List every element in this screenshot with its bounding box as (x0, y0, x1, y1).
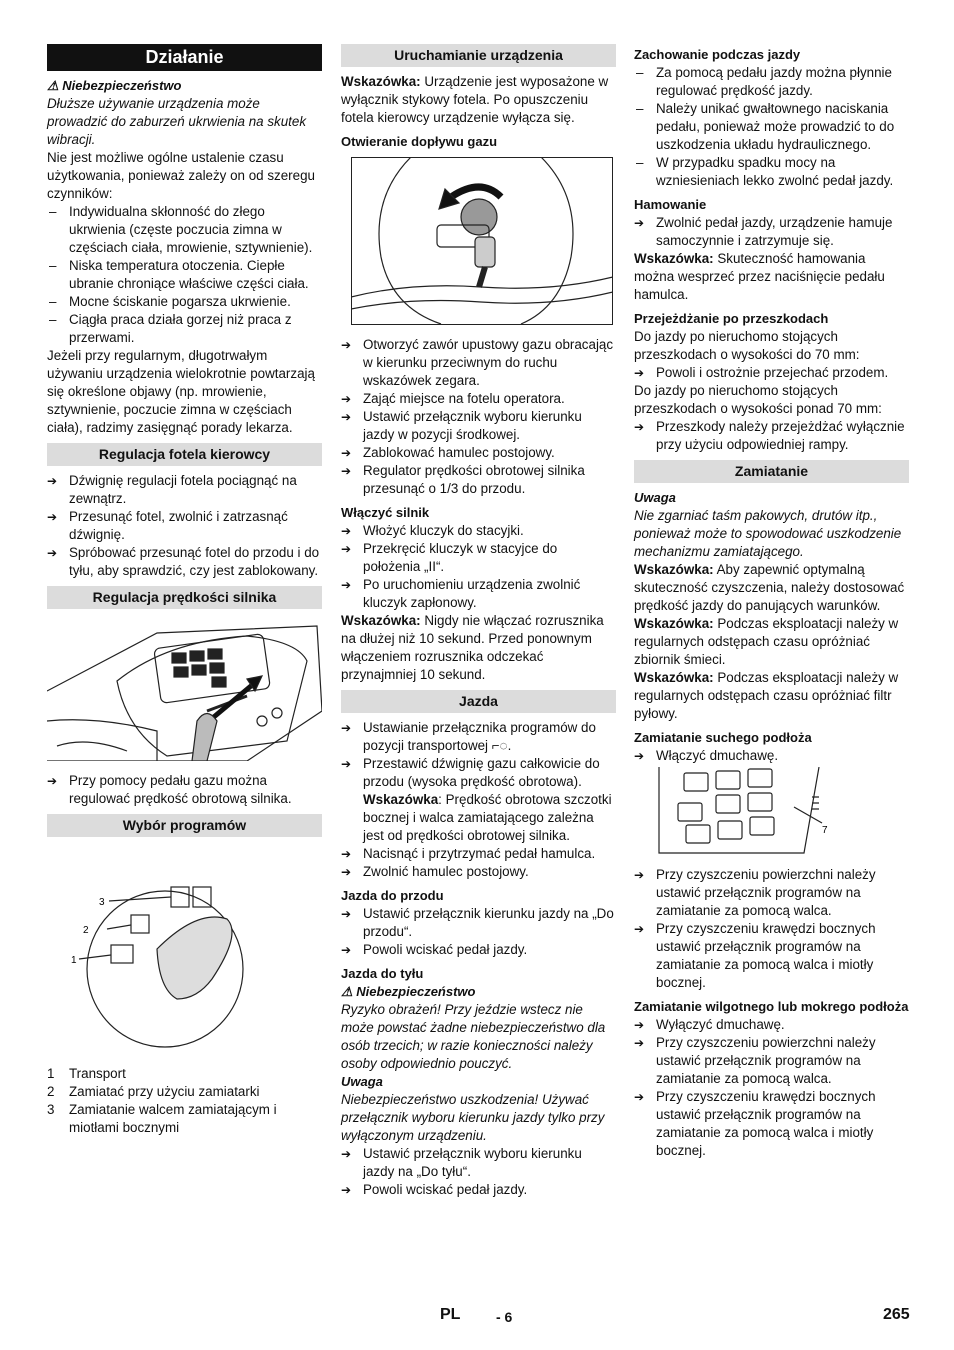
list-item: – Należy unikać gwałtownego naciskania pedału, ponieważ może prowadzić to do uszkodzenia układu hydraulicznego. (634, 100, 909, 154)
subsection-title: Jazda (341, 690, 616, 713)
list-item: 2 Zamiatać przy użyciu zamiatarki (47, 1084, 260, 1099)
list-item: ➔ Ustawić przełącznik wyboru kierunku jazdy w pozycji środkowej. (341, 408, 616, 444)
danger-heading: ⚠ Niebezpieczeństwo (47, 78, 182, 93)
behaviour-list (634, 64, 909, 190)
section-title: Działanie (47, 44, 322, 71)
list-item: – Indywidualna skłonność do złego ukrwienia (częste poczucia zimna w częściach ciała, mrowienie, sztywnienie). (47, 203, 322, 257)
list-item: ➔ Przy czyszczeniu powierzchni należy ustawić przełącznik programów na zamiatanie za pomocą walca. (634, 1034, 909, 1088)
subsection-title: Zamiatanie (634, 460, 909, 483)
subheading: Zamiatanie suchego podłoża (634, 730, 812, 745)
list-item: ➔ Przy czyszczeniu krawędzi bocznych ustawić przełącznik programów na zamiatanie za pomocą walca i miotły bocznej. (634, 920, 909, 992)
list-item: 3 Zamiatanie walcem zamiatającym i miotłami bocznymi (47, 1102, 277, 1135)
list-item: ➔ Ustawianie przełącznika programów do pozycji transportowej ⌐◌. (341, 719, 616, 755)
note-heading: Uwaga (634, 490, 676, 505)
list-item: – Niska temperatura otoczenia. Ciepłe ubranie chroniące właściwe części ciała. (47, 257, 322, 293)
note-text: Niebezpieczeństwo uszkodzenia! Używać przełącznik wyboru kierunku jazdy tylko przy wyłączonym urządzeniu. (341, 1092, 605, 1143)
subheading: Przejeżdżanie po przeszkodach (634, 311, 829, 326)
step-list (341, 522, 616, 612)
step-list (634, 418, 909, 454)
subheading: Włączyć silnik (341, 505, 430, 520)
danger-heading: ⚠ Niebezpieczeństwo (341, 984, 476, 999)
language-code: PL (440, 1306, 461, 1323)
factor-list (47, 203, 322, 347)
gas-valve-illustration (351, 157, 613, 325)
figure-label: 2 (83, 925, 89, 936)
column-1 (47, 44, 322, 1137)
step-list (341, 719, 616, 791)
step-list (634, 364, 909, 382)
step-list (634, 866, 909, 992)
control-panel-illustration (654, 767, 854, 855)
list-item: ➔ Regulator prędkości obrotowej silnika przesunąć o 1/3 do przodu. (341, 462, 616, 498)
subheading: Jazda do przodu (341, 888, 444, 903)
intro-text: Nie jest możliwe ogólne ustalenie czasu użytkowania, ponieważ zależy on od szeregu czynników: (47, 150, 315, 201)
list-item: ➔ Przy czyszczeniu krawędzi bocznych ustawić przełącznik programów na zamiatanie za pomocą walca i miotły bocznej. (634, 1088, 909, 1160)
column-2 (341, 44, 616, 1199)
list-item: ➔ Nacisnąć i przytrzymać pedał hamulca. (341, 845, 616, 863)
list-item: ➔ Otworzyć zawór upustowy gazu obracając w kierunku przeciwnym do ruchu wskazówek zegara. (341, 336, 616, 390)
step-list (47, 472, 322, 580)
subsection-title: Regulacja fotela kierowcy (47, 443, 322, 466)
list-item: ➔ Włożyć kluczyk do stacyjki. (341, 522, 616, 540)
hint-text: Wskazówka: Podczas eksploatacji należy w regularnych odstępach czasu opróżniać zbiornik śmieci. (634, 616, 899, 667)
section-page-number: - 6 (496, 1309, 513, 1325)
list-item: ➔ Powoli i ostrożnie przejechać przodem. (634, 364, 909, 382)
program-selector-illustration (47, 849, 322, 1054)
subheading: Zachowanie podczas jazdy (634, 47, 801, 62)
subheading: Jazda do tyłu (341, 966, 424, 981)
body-text: Do jazdy po nieruchomo stojących przeszkodach o wysokości ponad 70 mm: (634, 383, 882, 416)
hint-text: Wskazówka: Prędkość obrotowa szczotki bocznej i walca zamiatającego zależna jest od prędkości obrotowej silnika. (363, 792, 612, 843)
list-item: ➔ Dźwignię regulacji fotela pociągnąć na zewnątrz. (47, 472, 322, 508)
list-item: – Mocne ściskanie pogarsza ukrwienie. (47, 293, 322, 311)
note-heading: Uwaga (341, 1074, 383, 1089)
warning-triangle-icon: ⚠ (341, 984, 353, 999)
list-item: ➔ Powoli wciskać pedał jazdy. (341, 1181, 616, 1199)
warning-triangle-icon: ⚠ (47, 78, 59, 93)
list-item: – W przypadku spadku mocy na wzniesieniach lekko zwolnć pedał jazdy. (634, 154, 909, 190)
figure-label: 3 (99, 897, 105, 908)
list-item: ➔ Przeszkody należy przejeżdżać wyłącznie przy użyciu odpowiedniej rampy. (634, 418, 909, 454)
step-list (634, 747, 909, 765)
danger-text: Dłuższe używanie urządzenia może prowadzić do zaburzeń ukrwienia na skutek wibracji. (47, 96, 307, 147)
list-item: ➔ Włączyć dmuchawę. (634, 747, 909, 765)
list-item: ➔ Ustawić przełącznik wyboru kierunku jazdy na „Do tyłu“. (341, 1145, 616, 1181)
step-list (341, 845, 616, 881)
hint-text: Wskazówka: Skuteczność hamowania można wesprzeć przez naciśnięcie pedału hamulca. (634, 251, 885, 302)
step-list (47, 772, 322, 808)
step-list (341, 336, 616, 498)
step-list (634, 1016, 909, 1160)
page-number: 265 (883, 1306, 910, 1323)
subheading: Hamowanie (634, 197, 707, 212)
hint-text: Wskazówka: Nigdy nie włączać rozrusznika na dłużej niż 10 sekund. Przed ponownym włączeniem rozrusznika odczekać przynajmniej 10 sekund. (341, 613, 604, 682)
figure-label: 1 (71, 955, 77, 966)
legend-list (47, 1065, 322, 1137)
subsection-title: Uruchamianie urządzenia (341, 44, 616, 67)
list-item: ➔ Powoli wciskać pedał jazdy. (341, 941, 616, 959)
list-item: ➔ Wyłączyć dmuchawę. (634, 1016, 909, 1034)
step-list (341, 905, 616, 959)
figure-label: 7 (822, 825, 828, 836)
list-item: ➔ Zwolnić hamulec postojowy. (341, 863, 616, 881)
body-text: Do jazdy po nieruchomo stojących przeszkodach o wysokości do 70 mm: (634, 329, 860, 362)
hint-text: Wskazówka: Urządzenie jest wyposażone w wyłącznik stykowy fotela. Po opuszczeniu fotela kierowcy urządzenie wyłącza się. (341, 74, 609, 125)
subsection-title: Wybór programów (47, 814, 322, 837)
column-3 (634, 44, 909, 1160)
list-item: ➔ Przekręcić kluczyk w stacyjce do położenia „II“. (341, 540, 616, 576)
list-item: ➔ Spróbować przesunąć fotel do przodu i do tyłu, aby sprawdzić, czy jest zablokowany. (47, 544, 322, 580)
list-item: – Ciągła praca działa gorzej niż praca z przerwami. (47, 311, 322, 347)
hint-text: Wskazówka: Aby zapewnić optymalną skuteczność czyszczenia, należy dostosować prędkość jazdy do panujących warunków. (634, 562, 905, 613)
list-item: ➔ Zająć miejsce na fotelu operatora. (341, 390, 616, 408)
list-item: ➔ Po uruchomieniu urządzenia zwolnić kluczyk zapłonowy. (341, 576, 616, 612)
list-item: ➔ Przestawić dźwignię gazu całkowicie do przodu (wysoka prędkość obrotowa). (341, 755, 616, 791)
transport-icon: ⌐◌ (491, 738, 508, 753)
danger-text: Ryzyko obrażeń! Przy jeździe wstecz nie może powstać żadne niebezpieczeństwo dla osób trzecich; w razie konieczności należy osoby odpowiednio pouczyć. (341, 1002, 606, 1071)
list-item: ➔ Przesunąć fotel, zwolnić i zatrzasnąć dźwignię. (47, 508, 322, 544)
list-item: ➔ Zablokować hamulec postojowy. (341, 444, 616, 462)
hint-text: Wskazówka: Podczas eksploatacji należy w regularnych odstępach czasu opróżniać filtr pyłowy. (634, 670, 899, 721)
throttle-illustration (47, 621, 322, 761)
list-item: ➔ Przy pomocy pedału gazu można regulować prędkość obrotową silnika. (47, 772, 322, 808)
subheading: Zamiatanie wilgotnego lub mokrego podłoża (634, 999, 909, 1014)
list-item: ➔ Ustawić przełącznik kierunku jazdy na „Do przodu“. (341, 905, 616, 941)
step-list (341, 1145, 616, 1199)
list-item: 1 Transport (47, 1066, 126, 1081)
advice-text: Jeżeli przy regularnym, długotrwałym używaniu urządzenia wielokrotnie powtarzają się określone objawy (np. mrowienie, sztywnienie, poczucie zimna w częściach ciała), radzimy zasięgnąć porady lekarza. (47, 348, 315, 435)
subheading: Otwieranie dopływu gazu (341, 134, 498, 149)
list-item: ➔ Przy czyszczeniu powierzchni należy ustawić przełącznik programów na zamiatanie za pomocą walca. (634, 866, 909, 920)
step-list (634, 214, 909, 250)
subsection-title: Regulacja prędkości silnika (47, 586, 322, 609)
list-item: – Za pomocą pedału jazdy można płynnie regulować prędkość jazdy. (634, 64, 909, 100)
note-text: Nie zgarniać taśm pakowych, drutów itp., ponieważ może to spowodować uszkodzenie mechanizmu zamiatającego. (634, 508, 902, 559)
list-item: ➔ Zwolnić pedał jazdy, urządzenie hamuje samoczynnie i zatrzymuje się. (634, 214, 909, 250)
